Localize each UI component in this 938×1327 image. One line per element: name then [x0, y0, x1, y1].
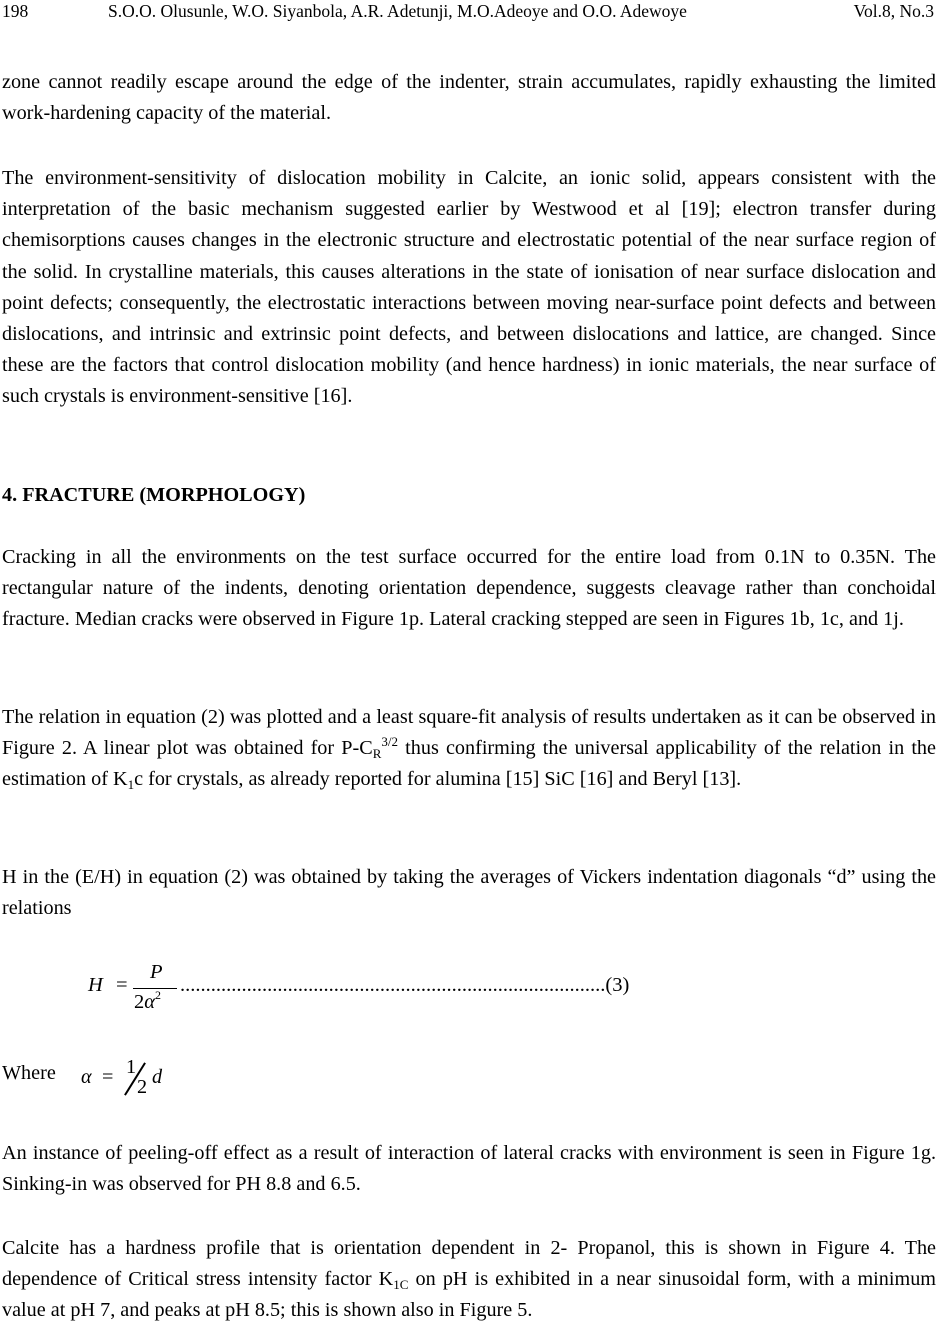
- paragraph-cracking: Cracking in all the environments on the test surface occurred for the entire load from 0.1N to 0.35N. The rectangular nature of the indents, denoting orientation dependence, suggests cleavage rather than conchoidal fracture. Median cracks were observed in Figure 1p. Lateral cracking stepped are seen in Figures 1b, 1c, and 1j.: [2, 546, 936, 631]
- where-denominator-two: 2: [137, 1076, 148, 1098]
- p4-superscript-3-2: 3/2: [381, 734, 398, 750]
- where-label: Where: [2, 1062, 56, 1084]
- denominator-exponent: 2: [155, 988, 162, 1002]
- paragraph-vickers-diagonals: H in the (E/H) in equation (2) was obtained by taking the averages of Vickers indentation diagonals “d” using the relations: [2, 866, 936, 920]
- p7-text-b: on pH is exhibited in a near sinusoidal form, with a minimum value at pH 7, and peaks at pH 8.5; this is shown also in Figure 5.: [2, 1268, 936, 1322]
- p4-text-b: thus confirming the universal applicability of the relation in the estimation of K: [2, 737, 936, 791]
- denominator-coefficient: 2: [134, 991, 145, 1013]
- where-d: d: [152, 1066, 163, 1088]
- equation-denominator: [134, 988, 162, 1014]
- p4-subscript-r: R: [372, 746, 382, 762]
- equation-3: [88, 961, 728, 1016]
- where-equals: =: [102, 1066, 114, 1088]
- where-numerator-one: 1: [126, 1056, 137, 1078]
- equation-numerator: P: [150, 961, 163, 983]
- paragraph-hardness-profile: [2, 1233, 936, 1327]
- equation-lhs: H: [88, 974, 103, 996]
- p7-text-a: Calcite has a hardness profile that is orientation dependent in 2- Propanol, this is shown in Figure 4. The dependence of Critical stress intensity factor K: [2, 1237, 936, 1291]
- page-number: 198: [2, 1, 29, 21]
- p4-subscript-1: 1: [127, 777, 135, 793]
- paragraph-environment-sensitivity: The environment-sensitivity of dislocation mobility in Calcite, an ionic solid, appears consistent with the interpretation of the basic mechanism suggested earlier by Westwood et al [19]; electron transfer during chemisorptions causes changes in the electronic structure and electrostatic potential of the near surface region of the solid. In crystalline materials, this causes alterations in the state of ionisation of near surface dislocation and point defects; consequently, the electrostatic interactions between moving near-surface point defects and between dislocations, and intrinsic and extrinsic point defects, and between dislocations and lattice, are changed. Since these are the factors that control dislocation mobility (and hence hardness) in ionic materials, the near surface of such crystals is environment-sensitive [16].: [2, 167, 936, 408]
- equation-equals: =: [116, 974, 128, 996]
- p4-text-a: The relation in equation (2) was plotted and a least square-fit analysis of results undertaken as it can be observed in Figure 2. A linear plot was obtained for P-C: [2, 706, 936, 760]
- paragraph-peeling-off: An instance of peeling-off effect as a result of interaction of lateral cracks with environment is seen in Figure 1g. Sinking-in was observed for PH 8.8 and 6.5.: [2, 1142, 936, 1196]
- paragraph-indenter-strain: zone cannot readily escape around the edge of the indenter, strain accumulates, rapidly exhausting the limited work-hardening capacity of the material.: [2, 71, 936, 125]
- p4-text-c: c for crystals, as already reported for alumina [15] SiC [16] and Beryl [13].: [134, 768, 742, 791]
- running-head: [0, 0, 938, 22]
- section-heading-fracture: 4. FRACTURE (MORPHOLOGY): [2, 484, 306, 506]
- where-alpha: α: [81, 1066, 92, 1088]
- running-head-authors: S.O.O. Olusunle, W.O. Siyanbola, A.R. Adetunji, M.O.Adeoye and O.O. Adewoye: [108, 1, 687, 21]
- denominator-alpha: α: [144, 991, 156, 1013]
- where-definition: [2, 1056, 302, 1102]
- running-head-volume: Vol.8, No.3: [853, 1, 934, 21]
- p7-subscript-1c: 1C: [393, 1277, 409, 1293]
- paragraph-least-square-fit: [2, 702, 936, 796]
- equation-number-leader: ...................................................................................(3): [180, 974, 630, 996]
